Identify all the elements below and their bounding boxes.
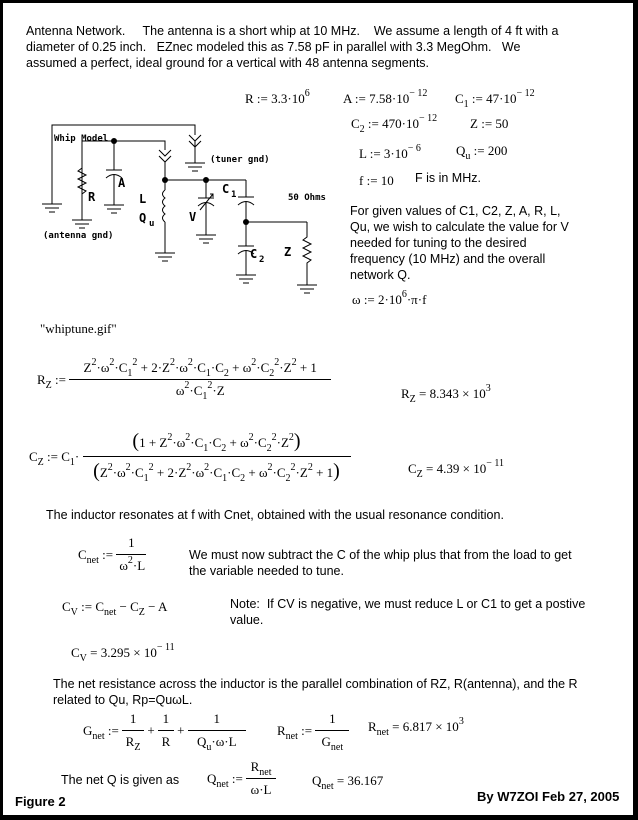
resonance-explain: We must now subtract the C of the whip plus that from the load to get the variable needed to tune. — [189, 548, 572, 578]
resistor-Z-icon — [303, 222, 311, 285]
description-line-2: Qu, we wish to calculate the value for V — [350, 220, 569, 234]
qnet-result: $Q_{net} = 36.167$ — [312, 773, 384, 792]
intro-line-2: diameter of 0.25 inch. EZnec modeled this as 7.58 pF in parallel with 3.3 MegOhm. We — [26, 40, 521, 54]
whip-model-label: Whip Model — [54, 134, 109, 144]
label-Z: Z — [284, 245, 292, 259]
ground-symbols — [42, 163, 317, 293]
param-f: f := 10 — [359, 173, 394, 188]
label-A: A — [118, 176, 126, 190]
cz-fraction: $\frac{(1 + Z^2\cdot\omega^2\cdot C_1\cdot C_2 + \omega^2\cdot C_2^2\cdot Z^2)}{(Z^2\cdot\omega^2\cdot C_1^2 + 2\cdot Z^2\cdot\omega^2\cdot C_1\cdot C_2 + \omega^2\cdot C_2^2\cdot Z^2 + 1)}$ — [83, 430, 351, 483]
junction-dot — [243, 219, 249, 225]
cv-result: $C_V = 3.295 \times 10^{- 11}$ — [71, 642, 175, 664]
param-omega: ω := $2\cdot 10^6\cdot\pi\cdot f$ — [352, 289, 427, 307]
label-C1-sub: 1 — [231, 190, 237, 200]
label-C1: C — [222, 182, 230, 196]
junction-dot — [111, 138, 117, 144]
ohms-label: 50 Ohms — [288, 193, 326, 203]
junction-dot — [162, 177, 168, 183]
antenna-connector-icon — [159, 150, 171, 156]
description-line-4: frequency (10 MHz) and the overall — [350, 252, 546, 266]
rnet-formula: $R_{net}$ := $\frac{1}{G_{net}}$ — [277, 711, 349, 750]
antenna-gnd-label: (antenna gnd) — [43, 231, 114, 241]
label-C2-sub: 2 — [259, 255, 265, 265]
document-page — [3, 3, 633, 815]
tuner-gnd-label: (tuner gnd) — [210, 155, 270, 165]
byline: By W7ZOI Feb 27, 2005 — [477, 789, 620, 804]
cnet-formula: $C_{net}$ := $\frac{1}{\omega^2\cdot L}$ — [78, 535, 146, 573]
param-Z: Z := 50 — [470, 116, 509, 131]
net-text: The net resistance across the inductor is the parallel combination of RZ, R(antenna), and the R related to Qu, Rp=QuωL. — [53, 677, 578, 707]
rnet-result: $R_{net} = 6.817 \times 10^3$ — [368, 716, 464, 738]
label-Q: Q — [139, 211, 147, 225]
cv-note: Note: If CV is negative, we must reduce L or C1 to get a postive value. — [230, 597, 586, 627]
label-R: R — [88, 190, 96, 204]
gnet-formula: $G_{net}$ := $\frac{1}{R_Z}$ + $\frac{1}{R}$ + $\frac{1}{Q_u\cdot\omega\cdot L}$ — [83, 711, 246, 750]
label-Q-sub: u — [149, 219, 155, 229]
figure-label: Figure 2 — [15, 794, 66, 809]
q-text: The net Q is given as — [61, 773, 180, 787]
cv-formula: $C_V$ := $C_{net} - C_Z - A$ — [62, 599, 168, 618]
param-Qu: $Q_u$ := 200 — [456, 143, 508, 162]
param-L: L := $3\cdot 10^{- 6}$ — [359, 143, 421, 161]
inductor-L-icon — [163, 190, 166, 222]
param-R: R := $3.3\cdot 10^6$ — [245, 88, 310, 106]
tuner-connector-icon — [189, 135, 201, 141]
intro-line-1: Antenna Network. The antenna is a short whip at 10 MHz. We assume a length of 4 ft with a — [26, 24, 559, 38]
cz-result: $C_Z = 4.39 \times 10^{- 11}$ — [408, 458, 504, 480]
param-C2: $C_2$ := $470\cdot 10^{- 12}$ — [351, 113, 438, 135]
intro-line-3: assumed a perfect, ideal ground for a vertical with 48 antenna segments. — [26, 56, 430, 70]
resonance-text: The inductor resonates at f with Cnet, obtained with the usual resonance condition. — [46, 508, 504, 522]
param-A: A := $7.58\cdot 10^{- 12}$ — [343, 88, 428, 106]
description-line-1: For given values of C1, C2, Z, A, R, L, — [350, 204, 561, 218]
description-line-5: network Q. — [350, 268, 411, 282]
param-C1: $C_1$ := $47\cdot 10^{- 12}$ — [455, 88, 535, 110]
junction-dot — [203, 177, 209, 183]
qnet-formula: $Q_{net}$ := $\frac{R_{net}}{\omega\cdot L}$ — [207, 759, 276, 798]
rz-formula: $R_Z$ := $\frac{Z^2\cdot\omega^2\cdot C_1^2 + 2\cdot Z^2\cdot\omega^2\cdot C_1\cdot C_2 + \omega^2\cdot C_2^2\cdot Z^2 + 1}{\omega^2\cdot C_1^2\cdot Z}$ — [37, 360, 331, 399]
rz-result: $R_Z = 8.343 \times 10^3$ — [401, 383, 491, 405]
rz-fraction: $\frac{Z^2\cdot\omega^2\cdot C_1^2 + 2\cdot Z^2\cdot\omega^2\cdot C_1\cdot C_2 + \omega^2\cdot C_2^2\cdot Z^2 + 1}{\omega^2\cdot C_1^2\cdot Z}$ — [69, 360, 331, 399]
label-L: L — [139, 192, 147, 206]
whip-schematic — [3, 3, 340, 310]
label-C2: C — [250, 247, 258, 261]
param-f-note: F is in MHz. — [415, 171, 481, 185]
label-V: V — [189, 210, 197, 224]
description-paragraph — [350, 203, 569, 283]
cz-formula: $C_Z$ := $C_1\cdot$ $\frac{(1 + Z^2\cdot\omega^2\cdot C_1\cdot C_2 + \omega^2\cdot C_2^2\cdot Z^2)}{(Z^2\cdot\omega^2\cdot C_1^2 + 2\cdot Z^2\cdot\omega^2\cdot C_1\cdot C_2 + \omega^2\cdot C_2^2\cdot Z^2 + 1)}$ — [29, 430, 351, 483]
description-line-3: needed for tuning to the desired — [350, 236, 527, 250]
image-caption: "whiptune.gif" — [40, 321, 117, 336]
